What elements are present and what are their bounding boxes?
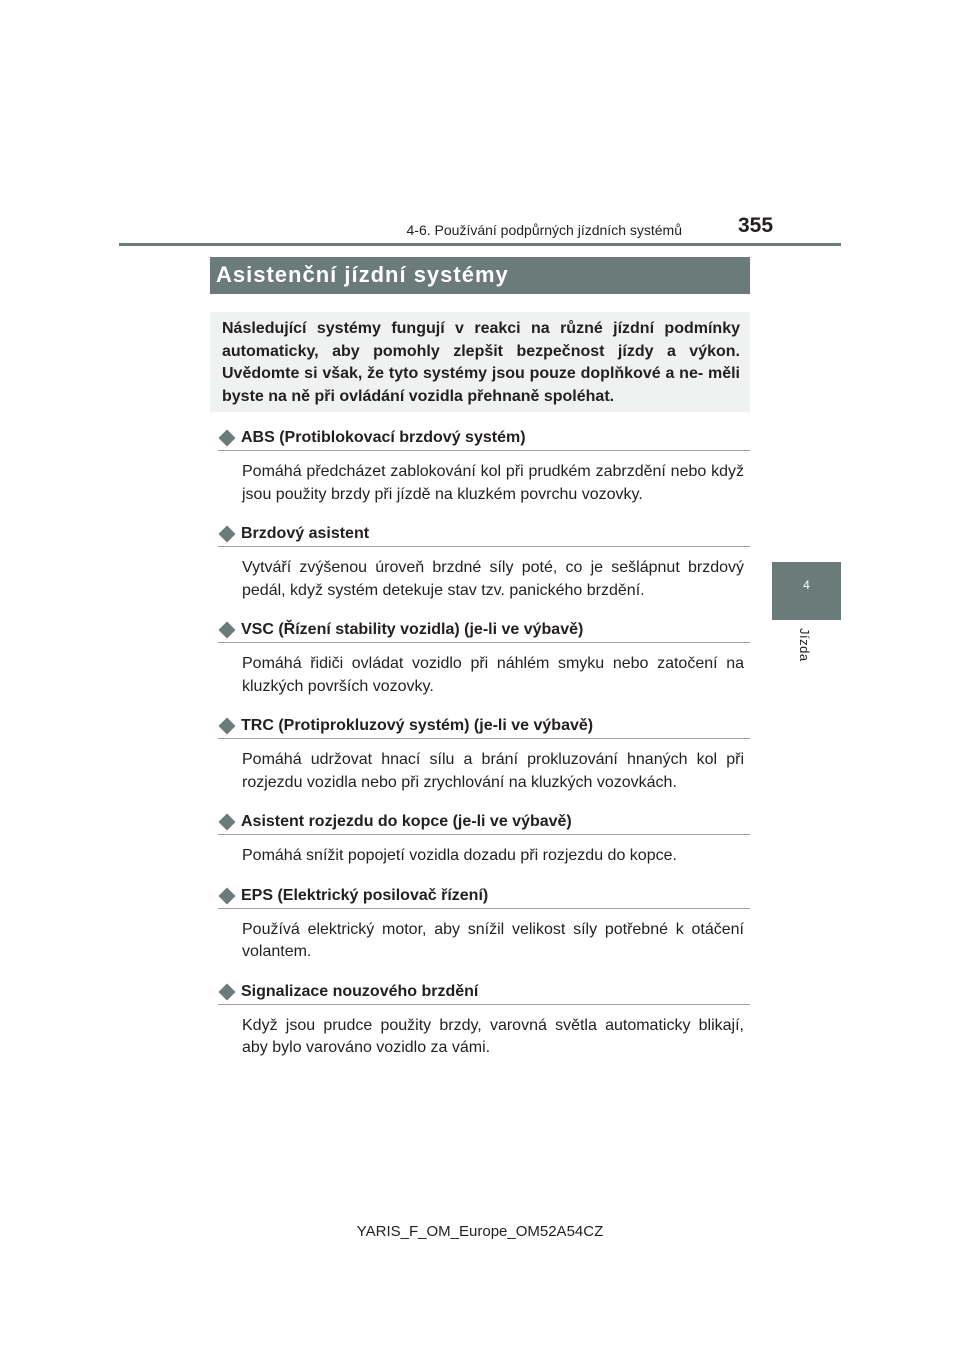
page-title: Asistenční jízdní systémy bbox=[216, 262, 509, 287]
item-heading bbox=[218, 715, 750, 739]
section-title-bar bbox=[210, 257, 750, 294]
diamond-bullet-icon bbox=[219, 814, 236, 831]
list-item bbox=[218, 981, 750, 1060]
item-text: Pomáhá předcházet zablokování kol při prudkém zabrzdění nebo když jsou použity brzdy při jízdě na kluzkém povrchu vozovky. bbox=[242, 463, 744, 503]
chapter-tab-label: Jízda bbox=[797, 628, 812, 662]
item-title: Brzdový asistent bbox=[241, 525, 370, 542]
item-title: Signalizace nouzového brzdění bbox=[241, 982, 479, 1000]
item-title: Asistent rozjezdu do kopce (je-li ve výbavě) bbox=[241, 813, 572, 830]
diamond-bullet-icon bbox=[219, 983, 236, 1000]
item-title: VSC (Řízení stability vozidla) (je-li ve výbavě) bbox=[241, 621, 584, 638]
chapter-tab bbox=[772, 562, 841, 620]
intro-text: Následující systémy fungují v reakci na různé jízdní podmínky automaticky, aby pomohly zlepšit bezpečnost jízdy a výkon. Uvědomte si však, že tyto systémy jsou pouze doplňkové a ne- měli byste na ně při ovládání vozidla přehnaně spoléhat. bbox=[222, 320, 740, 405]
list-item bbox=[218, 885, 750, 964]
header-section-title: 4-6. Používání podpůrných jízdních systémů bbox=[406, 222, 682, 238]
list-item bbox=[218, 427, 750, 506]
list-item bbox=[218, 523, 750, 602]
page-number: 355 bbox=[738, 214, 774, 237]
list-item bbox=[218, 715, 750, 794]
item-text: Pomáhá udržovat hnací sílu a brání prokluzování hnaných kol při rozjezdu vozidla nebo při zrychlování na kluzkých vozovkách. bbox=[242, 751, 744, 791]
list-item bbox=[218, 619, 750, 698]
intro-box bbox=[210, 312, 750, 412]
item-title: ABS (Protiblokovací brzdový systém) bbox=[241, 429, 526, 446]
list-item bbox=[218, 811, 750, 868]
item-text: Když jsou prudce použity brzdy, varovná světla automaticky blikají, aby bylo varováno vozidlo za vámi. bbox=[242, 1016, 744, 1056]
diamond-bullet-icon bbox=[219, 622, 236, 639]
feature-list bbox=[218, 427, 750, 1060]
item-text: Používá elektrický motor, aby snížil velikost síly potřebné k otáčení volantem. bbox=[242, 920, 744, 960]
item-text: Pomáhá řidiči ovládat vozidlo při náhlém smyku nebo zatočení na kluzkých površích vozovky. bbox=[242, 655, 744, 695]
diamond-bullet-icon bbox=[219, 887, 236, 904]
item-heading bbox=[218, 885, 750, 909]
item-title: EPS (Elektrický posilovač řízení) bbox=[241, 886, 489, 904]
chapter-tab-number: 4 bbox=[803, 578, 810, 592]
item-title: TRC (Protiprokluzový systém) (je-li ve výbavě) bbox=[241, 717, 594, 734]
document-code: YARIS_F_OM_Europe_OM52A54CZ bbox=[356, 1223, 604, 1240]
item-text: Pomáhá snížit popojetí vozidla dozadu při rozjezdu do kopce. bbox=[242, 847, 677, 864]
diamond-bullet-icon bbox=[219, 526, 236, 543]
diamond-bullet-icon bbox=[219, 718, 236, 735]
diamond-bullet-icon bbox=[219, 430, 236, 447]
header-rule bbox=[119, 243, 841, 246]
item-text: Vytváří zvýšenou úroveň brzdné síly poté, co je sešlápnut brzdový pedál, když systém detekuje stav tzv. panického brzdění. bbox=[242, 559, 744, 599]
item-heading bbox=[218, 523, 750, 547]
item-heading bbox=[218, 811, 750, 835]
item-heading bbox=[218, 619, 750, 643]
item-heading bbox=[218, 981, 750, 1005]
item-heading bbox=[218, 427, 750, 451]
